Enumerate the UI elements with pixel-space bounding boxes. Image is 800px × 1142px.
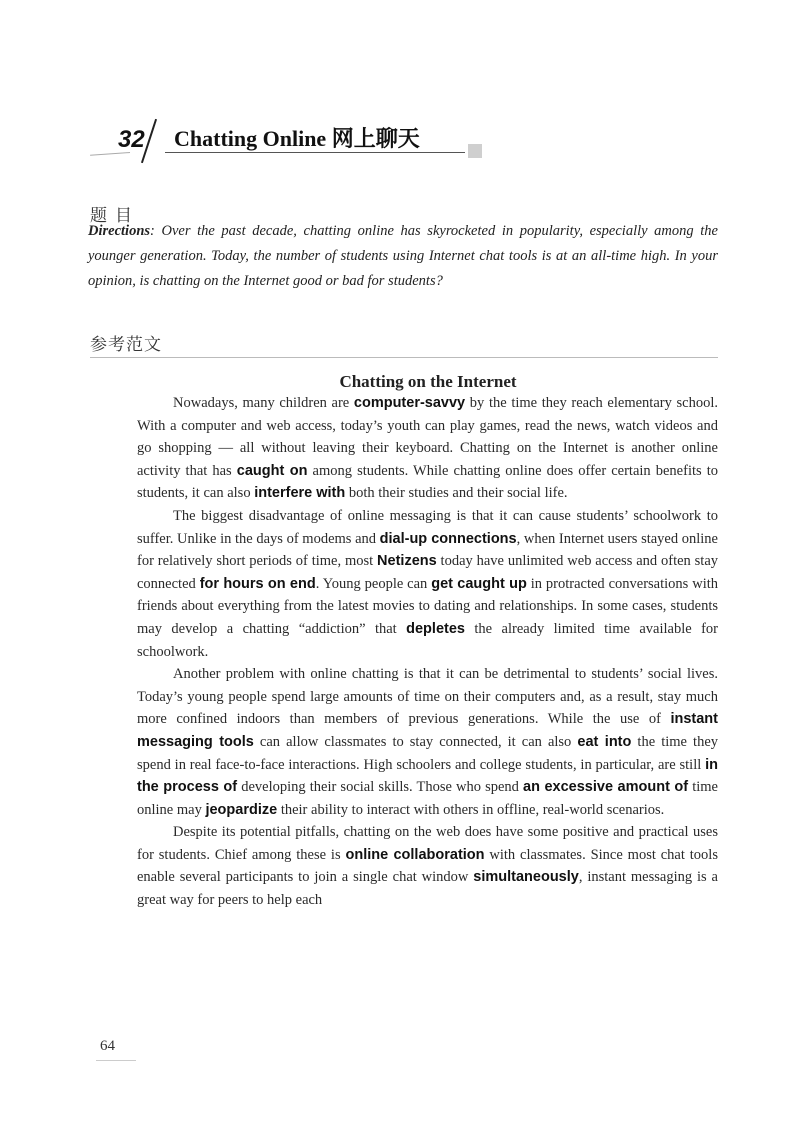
key-phrase: Netizens <box>377 553 437 570</box>
essay-text: among students. While chatting online does offer certain benefits to students, it can also <box>137 462 718 502</box>
section-divider <box>90 357 718 358</box>
key-phrase: get caught up <box>431 575 527 592</box>
key-phrase: eat into <box>577 733 632 750</box>
essay-text: Nowadays, many children are <box>173 395 354 411</box>
sample-essay-label: 参考范文 <box>90 335 162 355</box>
essay-text: Another problem with online chatting is that it can be detrimental to students’ social lives. Today’s young people spend large amounts of time on their computers and, as a result, stay much more confined indoors than members of previous generations. While the use of <box>137 666 718 728</box>
key-phrase: in the process of <box>137 756 718 796</box>
essay-title: Chatting on the Internet <box>339 372 517 391</box>
essay-text: Despite its potential pitfalls, chatting on the web does have some positive and practical uses for students. Chief among these is <box>137 824 718 863</box>
directions-label: Directions <box>88 223 151 239</box>
chapter-title: Chatting Online 网上聊天 <box>174 126 420 151</box>
essay-text: time online may <box>137 779 718 818</box>
essay-text: can allow classmates to stay connected, it can also <box>253 733 578 750</box>
essay-body <box>137 392 718 912</box>
key-phrase: jeopardize <box>205 801 278 818</box>
header-rule <box>165 152 465 153</box>
key-phrase: depletes <box>406 620 465 637</box>
essay-text: today have unlimited web access and often stay connected <box>137 553 718 592</box>
chapter-number: 32 <box>118 126 145 153</box>
header-end-mark <box>468 144 482 158</box>
essay-text: the time they spend in real face-to-face interactions. High schoolers and college students, in particular, are still <box>137 733 719 773</box>
essay-text: the already limited time available for schoolwork. <box>137 620 718 660</box>
essay-paragraph <box>137 821 718 911</box>
topic-label: 题目 <box>90 206 140 226</box>
directions-block <box>88 219 718 294</box>
key-phrase: an excessive amount of <box>523 779 689 796</box>
page-number-rule <box>96 1060 136 1061</box>
essay-text: their ability to interact with others in offline, real-world scenarios. <box>277 801 665 818</box>
key-phrase: simultaneously <box>473 869 579 886</box>
essay-text: , when Internet users stayed online for relatively short periods of time, most <box>137 530 718 570</box>
key-phrase: for hours on end <box>199 575 316 592</box>
page-number: 64 <box>100 1038 115 1054</box>
essay-text: The biggest disadvantage of online messaging is that it can cause students’ schoolwork to suffer. Unlike in the days of modems and <box>137 507 718 547</box>
essay-paragraph <box>137 663 718 821</box>
key-phrase: online collaboration <box>345 846 485 863</box>
essay-text: in protracted conversations with friends about everything from the latest movies to dating and relationships. In some cases, students may develop a chatting “addiction” that <box>137 575 718 637</box>
essay-text: , instant messaging is a great way for peers to help each <box>137 869 718 909</box>
directions-text: : Over the past decade, chatting online has skyrocketed in popularity, especially among the younger generation. Today, the number of students using Internet chat tools is at an all-time high. In your opinion, is chatting on the Internet good or bad for students? <box>88 223 718 289</box>
key-phrase: dial-up connections <box>379 530 517 547</box>
essay-text: developing their social skills. Those who spend <box>237 779 524 796</box>
key-phrase: interfere with <box>254 485 346 502</box>
key-phrase: computer-savvy <box>353 395 466 411</box>
key-phrase: instant messaging tools <box>137 711 718 750</box>
essay-paragraph <box>137 392 718 505</box>
essay-text: with classmates. Since most chat tools enable several participants to join a single chat window <box>137 846 718 886</box>
essay-paragraph <box>137 505 718 663</box>
essay-text: . Young people can <box>315 575 432 592</box>
key-phrase: caught on <box>236 462 308 479</box>
essay-text: by the time they reach elementary school. With a computer and web access, today’s youth can play games, read the news, watch videos and go shopping — all without leaving their keyboard. Chatting on the Internet is another online activity that has <box>137 395 718 479</box>
chapter-header <box>90 110 490 170</box>
essay-text: both their studies and their social life. <box>345 485 568 502</box>
